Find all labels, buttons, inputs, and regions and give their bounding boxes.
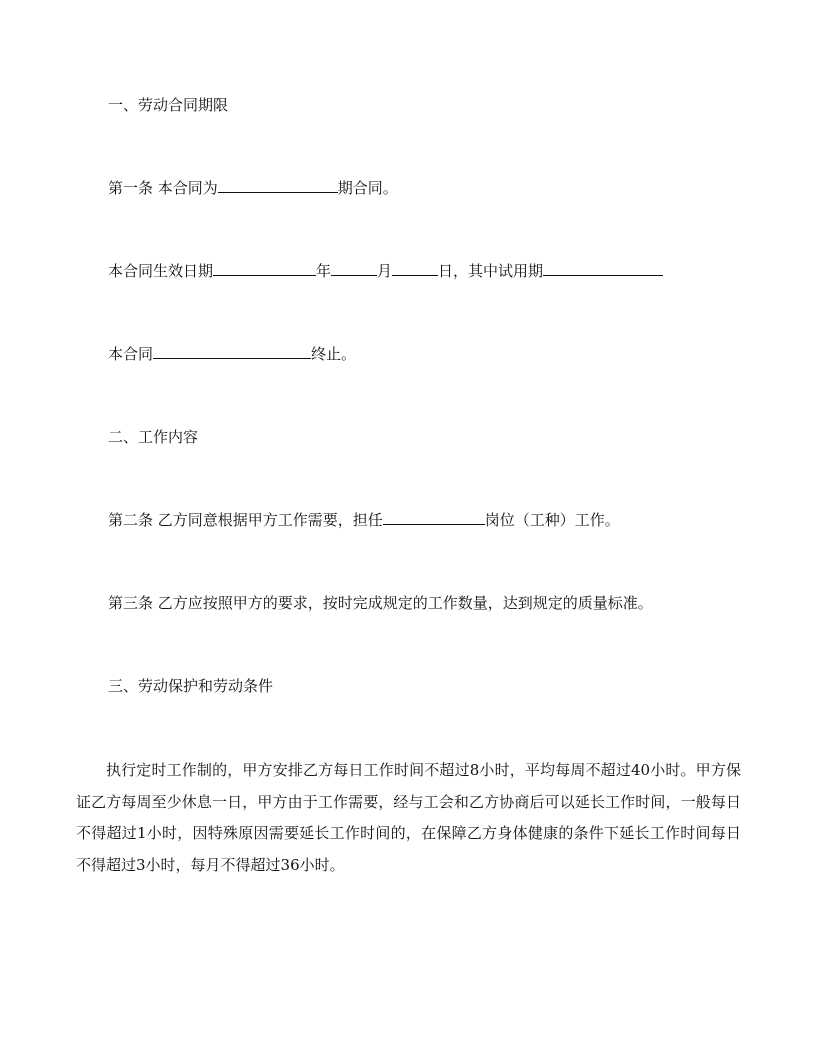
article1-prefix: 第一条 本合同为 (108, 179, 218, 197)
article1-line (108, 178, 398, 198)
termination-date-blank[interactable] (153, 344, 311, 359)
section3-heading: 三、劳动保护和劳动条件 (108, 677, 274, 695)
month-label: 月 (377, 262, 393, 280)
article2-suffix: 岗位（工种）工作。 (484, 511, 620, 529)
section1-heading: 一、劳动合同期限 (108, 96, 229, 114)
probation-period-blank[interactable] (543, 261, 663, 276)
termination-prefix: 本合同 (108, 345, 154, 363)
termination-suffix: 终止。 (311, 345, 357, 363)
effective-month-blank[interactable] (331, 261, 377, 276)
effective-year-blank[interactable] (213, 261, 316, 276)
article3-line: 第三条 乙方应按照甲方的要求，按时完成规定的工作数量，达到规定的质量标准。 (108, 594, 653, 612)
article2-prefix: 第二条 乙方同意根据甲方工作需要，担任 (108, 511, 383, 529)
year-label: 年 (316, 262, 332, 280)
day-probation-label: 日，其中试用期 (438, 262, 544, 280)
effective-day-blank[interactable] (392, 261, 438, 276)
position-blank[interactable] (383, 510, 485, 525)
article2-line (108, 510, 620, 530)
termination-line (108, 344, 356, 364)
effective-date-label: 本合同生效日期 (108, 262, 214, 280)
section2-heading: 二、工作内容 (108, 428, 199, 446)
article1-suffix: 期合同。 (337, 179, 398, 197)
contract-type-blank[interactable] (218, 178, 338, 193)
effective-date-line (108, 261, 663, 281)
working-hours-paragraph: 执行定时工作制的，甲方安排乙方每日工作时间不超过8小时，平均每周不超过40小时。甲方保证乙方每周至少休息一日，甲方由于工作需要，经与工会和乙方协商后可以延长工作时间，一般每日不得超过1小时，因特殊原因需要延长工作时间的，在保障乙方身体健康的条件下延长工作时间每日不得超过3小时，每月不得超过36小时。 (76, 761, 741, 874)
